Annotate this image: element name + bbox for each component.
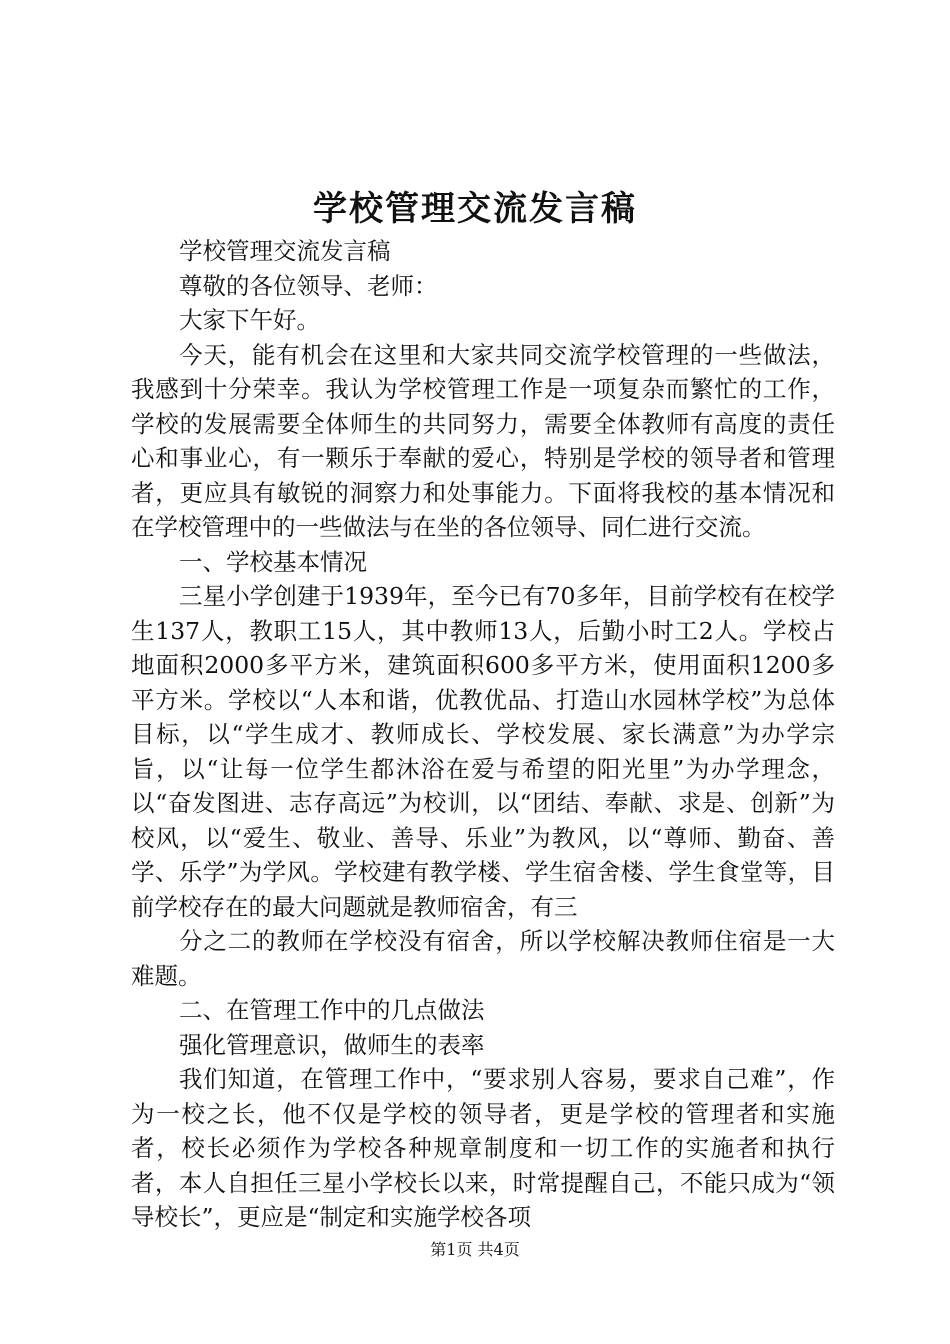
- paragraph-introduction: 今天，能有机会在这里和大家共同交流学校管理的一些做法，我感到十分荣幸。我认为学校管理工作是一项复杂而繁忙的工作，学校的发展需要全体师生的共同努力，需要全体教师有高度的责任心和事业心，有一颗乐于奉献的爱心，特别是学校的领导者和管理者，更应具有敏锐的洞察力和处事能力。下面将我校的基本情况和在学校管理中的一些做法与在坐的各位领导、同仁进行交流。: [131, 340, 835, 541]
- section-heading-practices: 二、在管理工作中的几点做法: [179, 996, 485, 1024]
- paragraph-school-info: 三星小学创建于1939年，至今已有70多年，目前学校有在校学生137人，教职工15人，其中教师13人，后勤小时工2人。学校占地面积2000多平方米，建筑面积600多平方米，使用面积1200多平方米。学校以“人本和谐，优教优品、打造山水园林学校”为总体目标，以“学生成才、教师成长、学校发展、家长满意”为办学宗旨，以“让每一位学生都沐浴在爱与希望的阳光里”为办学理念，以“奋发图进、志存高远”为校训，以“团结、奉献、求是、创新”为校风，以“爱生、敬业、善导、乐业”为教风，以“尊师、勤奋、善学、乐学”为学风。学校建有教学楼、学生宿舍楼、学生食堂等，目前学校存在的最大问题就是教师宿舍，有三: [131, 582, 835, 921]
- paragraph-principal-role: 我们知道，在管理工作中，“要求别人容易，要求自己难”，作为一校之长，他不仅是学校的领导者，更是学校的管理者和实施者，校长必须作为学校各种规章制度和一切工作的实施者和执行者，本人自担任三星小学校长以来，时常提醒自己，不能只成为“领导校长”，更应是“制定和实施学校各项: [131, 1065, 835, 1231]
- page-number-footer: 第1页 共4页: [430, 1240, 520, 1259]
- paragraph-heading-repeat: 学校管理交流发言稿: [179, 237, 391, 265]
- paragraph-greeting: 大家下午好。: [179, 306, 320, 334]
- document-body: [131, 234, 835, 1235]
- paragraph-dormitory-issue: 分之二的教师在学校没有宿舍，所以学校解决教师住宿是一大难题。: [131, 927, 835, 990]
- paragraph-salutation: 尊敬的各位领导、老师：: [179, 271, 438, 300]
- subheading-management-awareness: 强化管理意识，做师生的表率: [179, 1030, 485, 1059]
- document-title: 学校管理交流发言稿: [313, 189, 637, 229]
- section-heading-basic-info: 一、学校基本情况: [179, 547, 367, 576]
